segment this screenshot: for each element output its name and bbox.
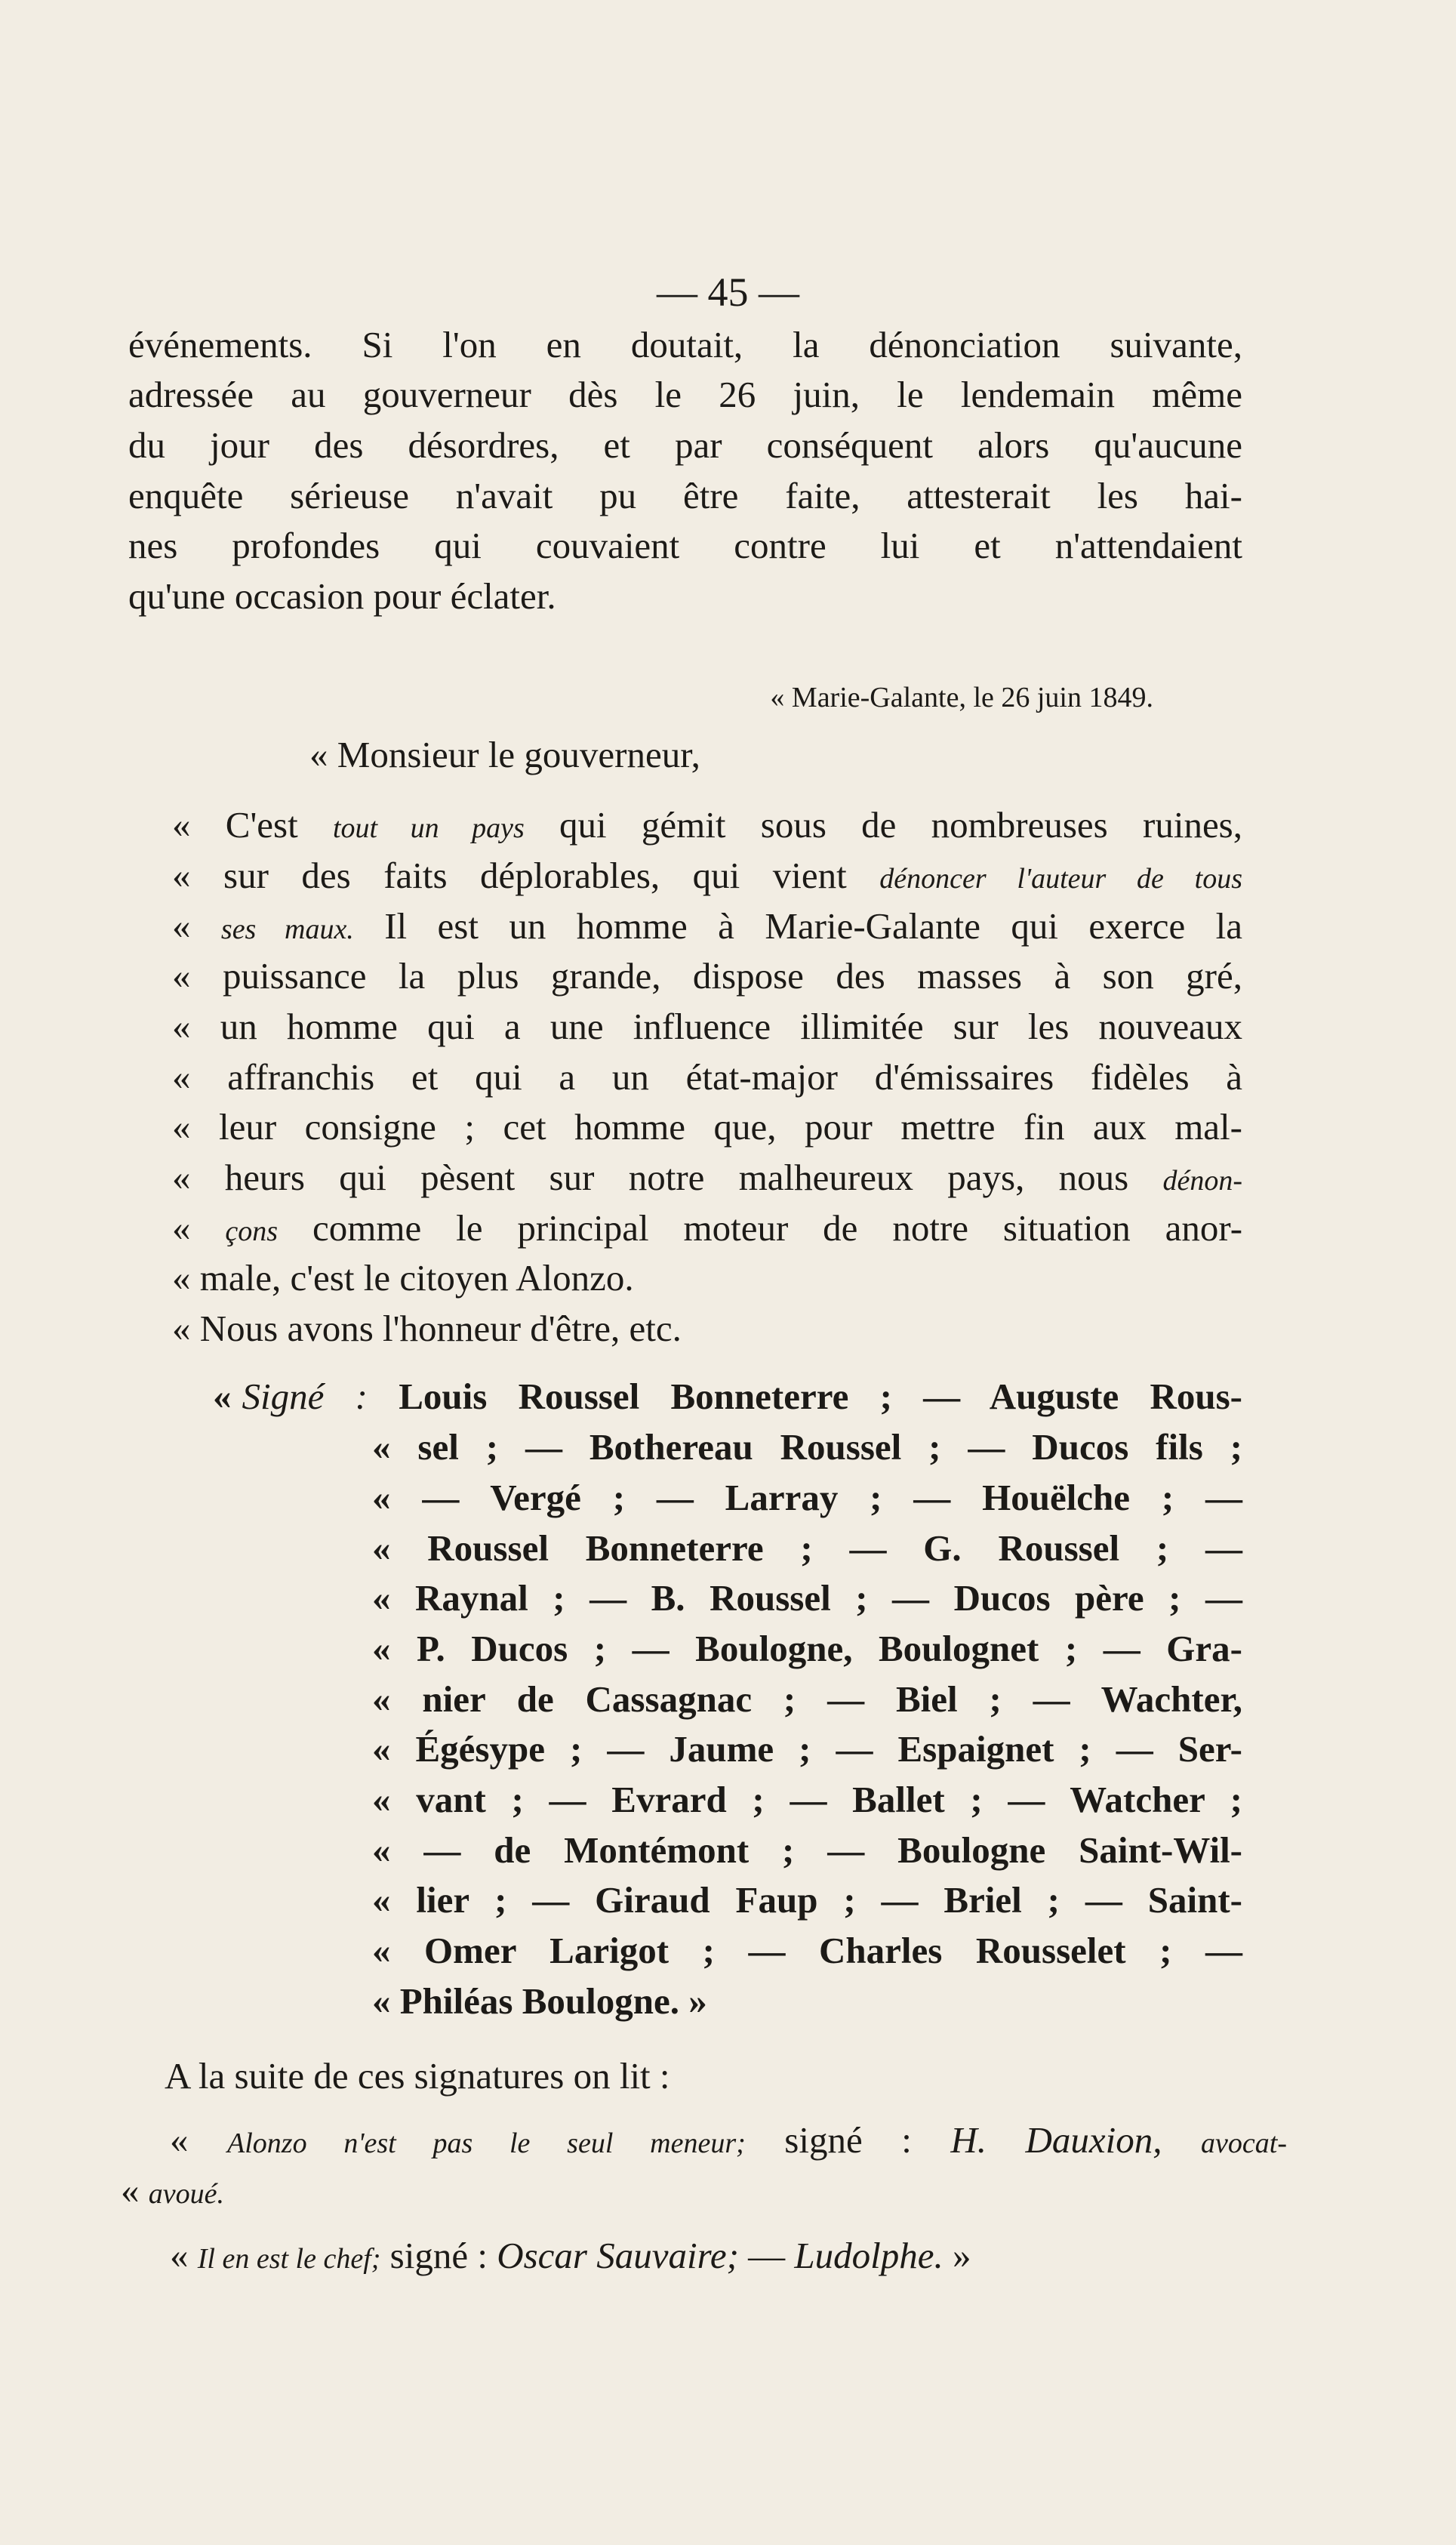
letter-text: « bbox=[172, 1207, 191, 1249]
italic-phrase: avocat- bbox=[1201, 2128, 1287, 2159]
body-line: adressée au gouverneur dès le 26 juin, le lendemain même bbox=[128, 374, 1242, 415]
letter-line bbox=[172, 1159, 1242, 1196]
signatures-line: « Égésype ; — Jaume ; — Espaignet ; — Ser- bbox=[372, 1728, 1242, 1770]
after-text: A la suite de ces signatures on lit : bbox=[165, 2055, 670, 2097]
signatures-line: « Omer Larigot ; — Charles Rousselet ; — bbox=[372, 1930, 1242, 1971]
letter-text: qui gémit sous de nombreuses ruines, bbox=[559, 804, 1243, 846]
letter-line: « un homme qui a une influence illimitée sur les nouveaux bbox=[172, 1006, 1242, 1047]
signature-names: Louis Roussel Bonneterre ; — Auguste Rous- bbox=[399, 1376, 1243, 1417]
italic-phrase: dénon- bbox=[1162, 1165, 1243, 1197]
letter-text: « heurs qui pèsent sur notre malheureux pays, nous bbox=[172, 1157, 1129, 1198]
body-line: nes profondes qui couvaient contre lui et n'attendaient bbox=[128, 525, 1242, 566]
body-line: enquête sérieuse n'avait pu être faite, attesterait les hai- bbox=[128, 475, 1242, 516]
quote-mark: « bbox=[170, 2235, 189, 2276]
letter-text: comme le principal moteur de notre situation anor- bbox=[312, 1207, 1243, 1249]
letter-line bbox=[172, 857, 1242, 894]
signer-name: Ludolphe. bbox=[794, 2235, 943, 2276]
quote-mark: « bbox=[121, 2170, 140, 2211]
quote-mark: « bbox=[170, 2119, 189, 2161]
letter-line: « puissance la plus grande, dispose des masses à son gré, bbox=[172, 955, 1242, 997]
italic-phrase: avoué. bbox=[148, 2178, 224, 2210]
letter-text: « bbox=[172, 855, 191, 896]
letter-text: « C'est bbox=[172, 804, 298, 846]
signatures-line: « — Vergé ; — Larray ; — Houëlche ; — bbox=[372, 1477, 1242, 1518]
signatures-line: « lier ; — Giraud Faup ; — Briel ; — Saint- bbox=[372, 1879, 1242, 1921]
signatures-line: « nier de Cassagnac ; — Biel ; — Wachter, bbox=[372, 1678, 1242, 1720]
signer-name: H. Dauxion, bbox=[950, 2119, 1162, 2161]
italic-phrase: tout un pays bbox=[332, 812, 525, 844]
signatures-line bbox=[213, 1378, 1242, 1415]
signed-label: signé : bbox=[389, 2235, 488, 2276]
signatures-line: « Raynal ; — B. Roussel ; — Ducos père ; — bbox=[372, 1577, 1242, 1619]
page-number: — 45 — bbox=[657, 270, 799, 315]
body-line: qu'une occasion pour éclater. bbox=[128, 575, 556, 617]
body-line: événements. Si l'on en doutait, la dénonciation suivante, bbox=[128, 324, 1242, 365]
letter-line bbox=[172, 1207, 1243, 1249]
signed-label: Signé : bbox=[242, 1376, 368, 1417]
letter-line: « leur consigne ; cet homme que, pour mettre fin aux mal- bbox=[172, 1106, 1242, 1148]
letter-closing: « Nous avons l'honneur d'être, etc. bbox=[172, 1308, 682, 1349]
letter-text: sur des faits déplorables, qui vient bbox=[223, 855, 847, 896]
quote-mark: « bbox=[213, 1376, 232, 1417]
italic-phrase: Alonzo n'est pas le seul meneur; bbox=[227, 2128, 746, 2159]
note-line bbox=[170, 2237, 971, 2274]
dateline: « Marie-Galante, le 26 juin 1849. bbox=[770, 682, 1153, 713]
dash: — bbox=[748, 2235, 786, 2276]
signatures-line: « P. Ducos ; — Boulogne, Boulognet ; — Gra- bbox=[372, 1628, 1242, 1669]
signer-name: Oscar Sauvaire; bbox=[497, 2235, 739, 2276]
note-line bbox=[170, 2119, 1287, 2161]
italic-phrase: Il en est le chef; bbox=[197, 2243, 381, 2275]
signatures-line: « vant ; — Evrard ; — Ballet ; — Watcher ; bbox=[372, 1779, 1242, 1820]
note-line bbox=[121, 2172, 224, 2209]
italic-phrase: dénoncer l'auteur de tous bbox=[879, 863, 1243, 895]
body-line: du jour des désordres, et par conséquent alors qu'aucune bbox=[128, 424, 1242, 466]
letter-line bbox=[172, 804, 1243, 846]
letter-text: Il est un homme à Marie-Galante qui exerce la bbox=[384, 905, 1242, 947]
signatures-line: « Roussel Bonneterre ; — G. Roussel ; — bbox=[372, 1527, 1242, 1569]
signatures-line: « — de Montémont ; — Boulogne Saint-Wil- bbox=[372, 1829, 1242, 1871]
letter-text: « bbox=[172, 905, 191, 947]
letter-line: « affranchis et qui a un état-major d'émissaires fidèles à bbox=[172, 1056, 1242, 1098]
italic-phrase: ses maux. bbox=[220, 914, 354, 945]
letter-line bbox=[172, 905, 1242, 947]
signatures-line: « sel ; — Bothereau Roussel ; — Ducos fils ; bbox=[372, 1426, 1242, 1468]
quote-mark: » bbox=[953, 2235, 971, 2276]
letter-line: « male, c'est le citoyen Alonzo. bbox=[172, 1257, 634, 1299]
signed-label: signé : bbox=[784, 2119, 912, 2161]
signatures-line: « Philéas Boulogne. » bbox=[372, 1980, 707, 2022]
italic-phrase: çons bbox=[225, 1215, 279, 1247]
salutation: « Monsieur le gouverneur, bbox=[309, 734, 700, 775]
